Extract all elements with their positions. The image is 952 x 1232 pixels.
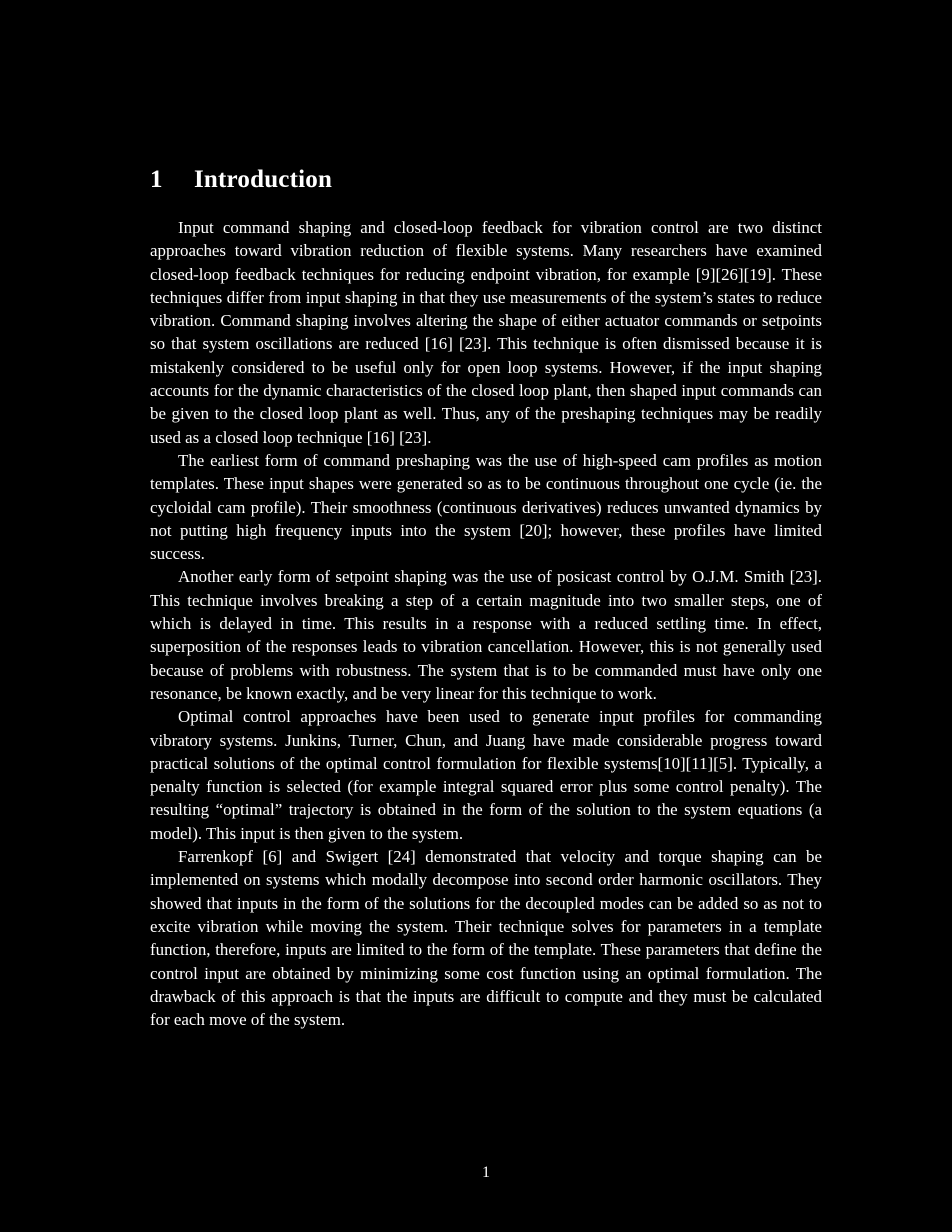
body-text [150,216,822,1031]
paragraph-3: Another early form of setpoint shaping was the use of posicast control by O.J.M. Smith [23]. This technique involves breaking a step of a certain magnitude into two smaller steps, one of which is delayed in time. This results in a response with a reduced settling time. In effect, superposition of the responses leads to vibration cancellation. However, this is not generally used because of problems with robustness. The system that is to be commanded must have only one resonance, be known exactly, and be very linear for this technique to work. [150,567,822,703]
section-heading [150,166,332,194]
section-number: 1 [150,166,163,193]
paragraph-1: Input command shaping and closed-loop feedback for vibration control are two distinct approaches toward vibration reduction of flexible systems. Many researchers have examined closed-loop feedback techniques for reducing endpoint vibration, for example [9][26][19]. These techniques differ from input shaping in that they use measurements of the system’s states to reduce vibration. Command shaping involves altering the shape of either actuator commands or setpoints so that system oscillations are reduced [16] [23]. This technique is often dismissed because it is mistakenly considered to be useful only for open loop systems. However, if the input shaping accounts for the dynamic characteristics of the closed loop plant, then shaped input commands can be given to the closed loop plant as well. Thus, any of the preshaping techniques may be readily used as a closed loop technique [16] [23]. [150,218,822,447]
paragraph-2: The earliest form of command preshaping was the use of high-speed cam profiles as motion templates. These input shapes were generated so as to be continuous throughout one cycle (ie. the cycloidal cam profile). Their smoothness (continuous derivatives) reduces unwanted dynamics by not putting high frequency inputs into the system [20]; however, these profiles have limited success. [150,450,822,564]
paragraph-4: Optimal control approaches have been used to generate input profiles for commanding vibratory systems. Junkins, Turner, Chun, and Juang have made considerable progress toward practical solutions of the optimal control formulation for flexible systems[10][11][5]. Typically, a penalty function is selected (for example integral squared error plus some control penalty). The resulting “optimal” trajectory is obtained in the form of the solution to the system equations (a model). This input is then given to the system. [150,707,822,843]
page-number: 1 [482,1164,490,1181]
section-title: Introduction [194,166,333,193]
paragraph-5: Farrenkopf [6] and Swigert [24] demonstrated that velocity and torque shaping can be implemented on systems which modally decompose into second order harmonic oscillators. They showed that inputs in the form of the solutions for the decoupled modes can be added so as not to excite vibration while moving the system. Their technique solves for parameters in a template function, therefore, inputs are limited to the form of the template. These parameters that define the control input are obtained by minimizing some cost function using an optimal formulation. The drawback of this approach is that the inputs are difficult to compute and they must be calculated for each move of the system. [150,847,822,1030]
